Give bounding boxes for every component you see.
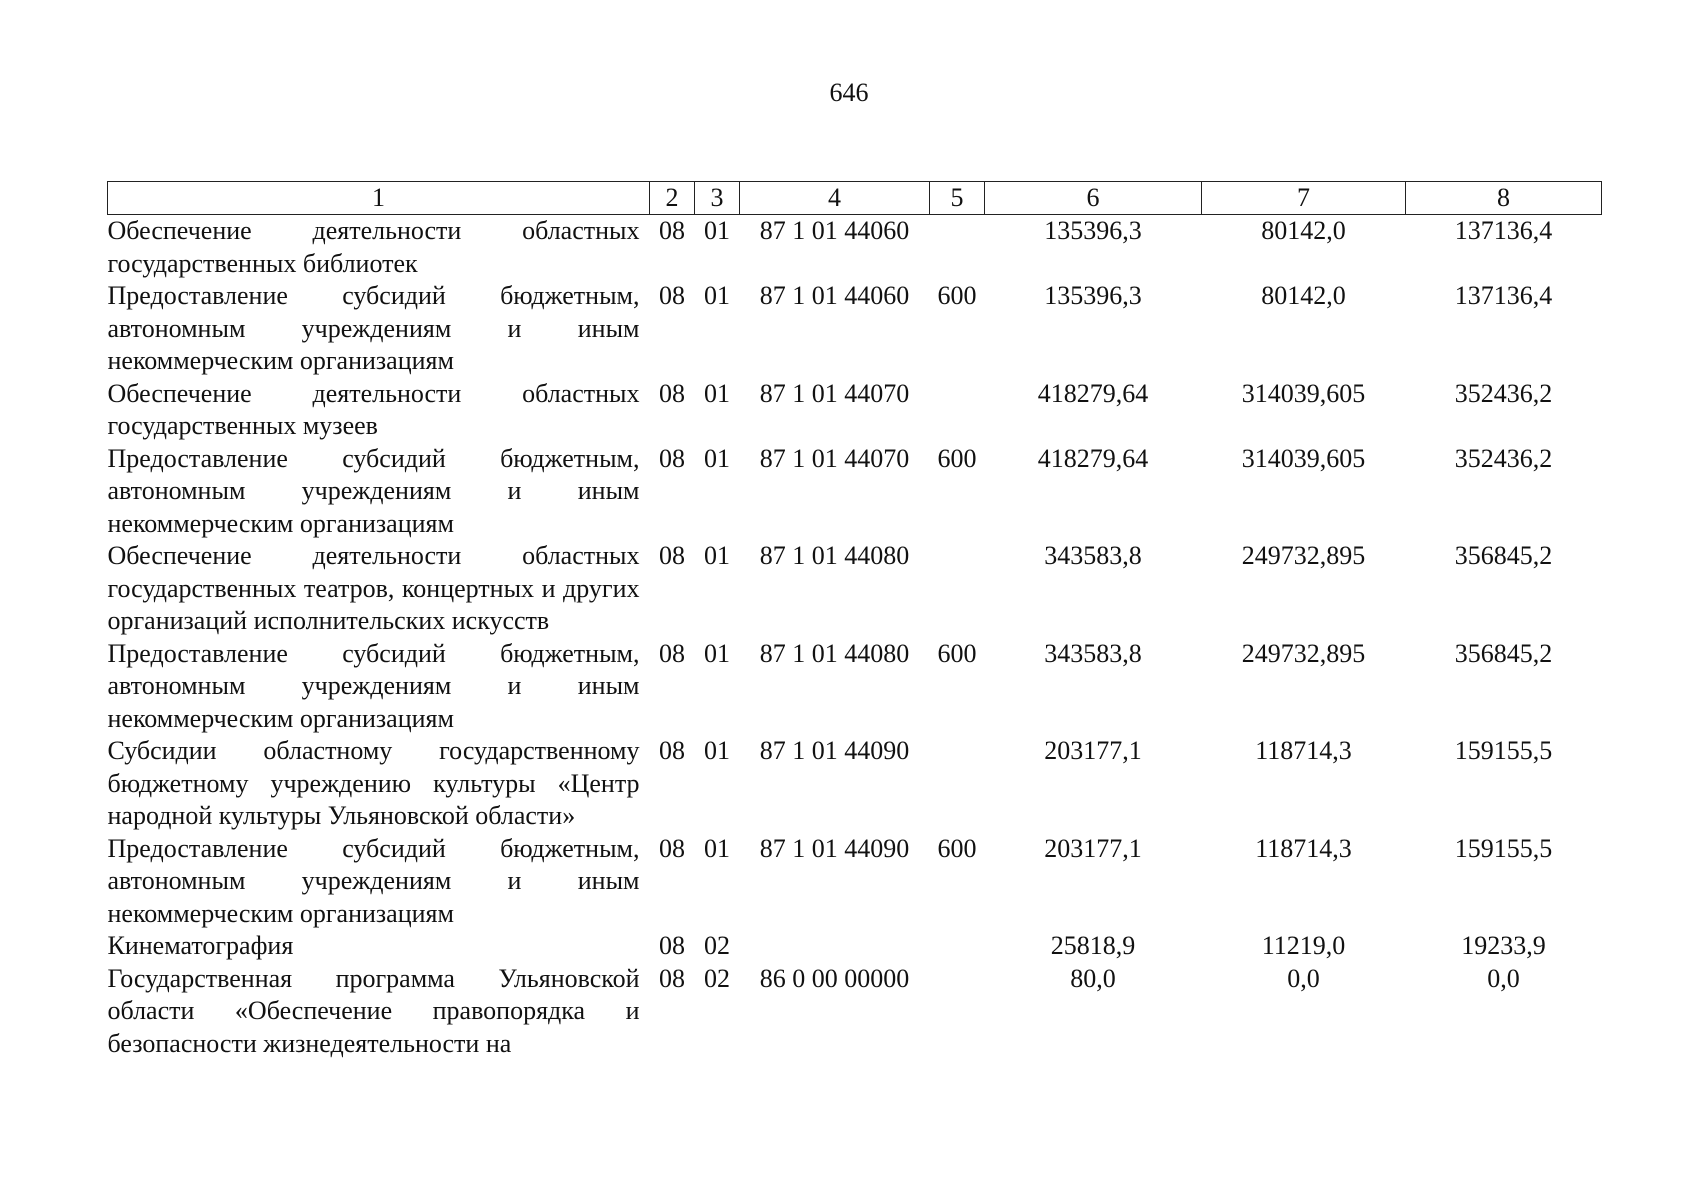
page-number: 646 (829, 78, 869, 107)
row-value-6: 203177,1 (1044, 736, 1142, 765)
row-name: Субсидии областному государственному бюджетному учреждению культуры «Центр народной культуры Ульяновской области» (107, 736, 640, 830)
row-value-8: 352436,2 (1454, 443, 1553, 473)
budget-table (107, 181, 1602, 1060)
row-value-6: 203177,1 (1044, 833, 1142, 863)
row-value-6: 418279,64 (1037, 443, 1149, 473)
row-value-6: 343583,8 (1044, 541, 1142, 570)
header-col-6: 6 (985, 182, 1202, 215)
row-name: Обеспечение деятельности областных государственных музеев (107, 378, 640, 440)
table-row (108, 280, 1602, 378)
header-col-4: 4 (740, 182, 930, 215)
table-row (108, 540, 1602, 638)
row-section: 08 (659, 931, 685, 960)
row-subsection: 01 (704, 638, 730, 668)
row-name: Предоставление субсидий бюджетным, автономным учреждениям и иным некоммерческим организациям (107, 833, 640, 928)
row-section: 08 (659, 638, 685, 668)
row-expense-type: 600 (937, 443, 977, 473)
row-value-6: 25818,9 (1050, 931, 1136, 960)
row-value-8: 352436,2 (1454, 378, 1553, 408)
table-row (108, 443, 1602, 541)
header-col-1: 1 (108, 182, 650, 215)
row-name: Предоставление субсидий бюджетным, автономным учреждениям и иным некоммерческим организациям (107, 443, 640, 538)
row-target-code: 87 1 01 44060 (759, 281, 910, 310)
row-name: Кинематография (107, 931, 294, 960)
table-row (108, 963, 1602, 1061)
row-subsection: 01 (704, 443, 730, 473)
row-subsection: 01 (704, 541, 730, 570)
row-subsection: 01 (704, 833, 730, 863)
table-row (108, 735, 1602, 833)
row-expense-type (930, 735, 985, 833)
row-section: 08 (659, 833, 685, 863)
row-value-7: 0,0 (1287, 963, 1320, 993)
row-value-8: 137136,4 (1454, 216, 1553, 245)
row-expense-type (930, 540, 985, 638)
row-name: Предоставление субсидий бюджетным, автономным учреждениям и иным некоммерческим организациям (107, 281, 640, 375)
header-col-2: 2 (650, 182, 695, 215)
row-value-8: 356845,2 (1454, 638, 1553, 668)
row-subsection: 01 (704, 216, 730, 245)
row-value-7: 314039,605 (1241, 443, 1366, 473)
row-target-code: 87 1 01 44080 (759, 638, 910, 668)
row-value-8: 159155,5 (1454, 736, 1553, 765)
row-name: Государственная программа Ульяновской области «Обеспечение правопорядка и безопасности жизнедеятельности на (107, 963, 640, 1058)
table-row (108, 378, 1602, 443)
row-expense-type: 600 (937, 833, 977, 863)
row-subsection: 02 (704, 931, 730, 960)
row-target-code: 87 1 01 44070 (759, 443, 910, 473)
row-value-6: 343583,8 (1044, 638, 1142, 668)
row-value-7: 80142,0 (1261, 281, 1346, 310)
row-target-code: 86 0 00 00000 (759, 963, 910, 993)
row-value-7: 249732,895 (1241, 638, 1366, 668)
row-target-code: 87 1 01 44090 (759, 833, 910, 863)
row-target-code: 87 1 01 44070 (759, 378, 910, 408)
row-target-code (740, 930, 930, 963)
row-value-8: 356845,2 (1454, 541, 1553, 570)
row-section: 08 (659, 378, 685, 408)
table-row (108, 215, 1602, 281)
row-name: Обеспечение деятельности областных государственных театров, концертных и других организаций исполнительских искусств (107, 541, 640, 635)
table-row (108, 638, 1602, 736)
row-value-7: 118714,3 (1255, 736, 1352, 765)
row-value-8: 0,0 (1487, 963, 1520, 993)
row-section: 08 (659, 281, 685, 310)
row-value-6: 135396,3 (1044, 281, 1142, 310)
row-value-8: 137136,4 (1454, 281, 1553, 310)
row-target-code: 87 1 01 44060 (759, 216, 910, 245)
row-subsection: 01 (704, 378, 730, 408)
row-expense-type (930, 963, 985, 1061)
row-section: 08 (659, 216, 685, 245)
row-section: 08 (659, 736, 685, 765)
row-value-8: 159155,5 (1454, 833, 1553, 863)
row-section: 08 (659, 541, 685, 570)
row-value-7: 118714,3 (1255, 833, 1352, 863)
row-value-8: 19233,9 (1461, 931, 1546, 960)
row-target-code: 87 1 01 44080 (759, 541, 910, 570)
header-col-8: 8 (1406, 182, 1602, 215)
row-name: Предоставление субсидий бюджетным, автономным учреждениям и иным некоммерческим организациям (107, 638, 640, 733)
row-expense-type (930, 930, 985, 963)
header-col-3: 3 (695, 182, 740, 215)
row-target-code: 87 1 01 44090 (759, 736, 910, 765)
row-subsection: 02 (704, 963, 730, 993)
header-col-7: 7 (1202, 182, 1406, 215)
table-row (108, 930, 1602, 963)
row-subsection: 01 (704, 736, 730, 765)
row-expense-type (930, 378, 985, 443)
row-value-6: 418279,64 (1037, 378, 1149, 408)
row-value-7: 314039,605 (1241, 378, 1366, 408)
table-row (108, 833, 1602, 931)
row-section: 08 (659, 963, 685, 993)
row-value-6: 80,0 (1070, 963, 1116, 993)
row-subsection: 01 (704, 281, 730, 310)
row-expense-type: 600 (937, 638, 977, 668)
row-value-7: 11219,0 (1261, 931, 1346, 960)
row-expense-type: 600 (937, 281, 977, 310)
row-value-7: 80142,0 (1261, 216, 1346, 245)
row-value-7: 249732,895 (1241, 541, 1366, 570)
row-expense-type (930, 215, 985, 281)
row-section: 08 (659, 443, 685, 473)
row-value-6: 135396,3 (1044, 216, 1142, 245)
header-row (108, 182, 1602, 215)
row-name: Обеспечение деятельности областных государственных библиотек (107, 216, 640, 278)
header-col-5: 5 (930, 182, 985, 215)
